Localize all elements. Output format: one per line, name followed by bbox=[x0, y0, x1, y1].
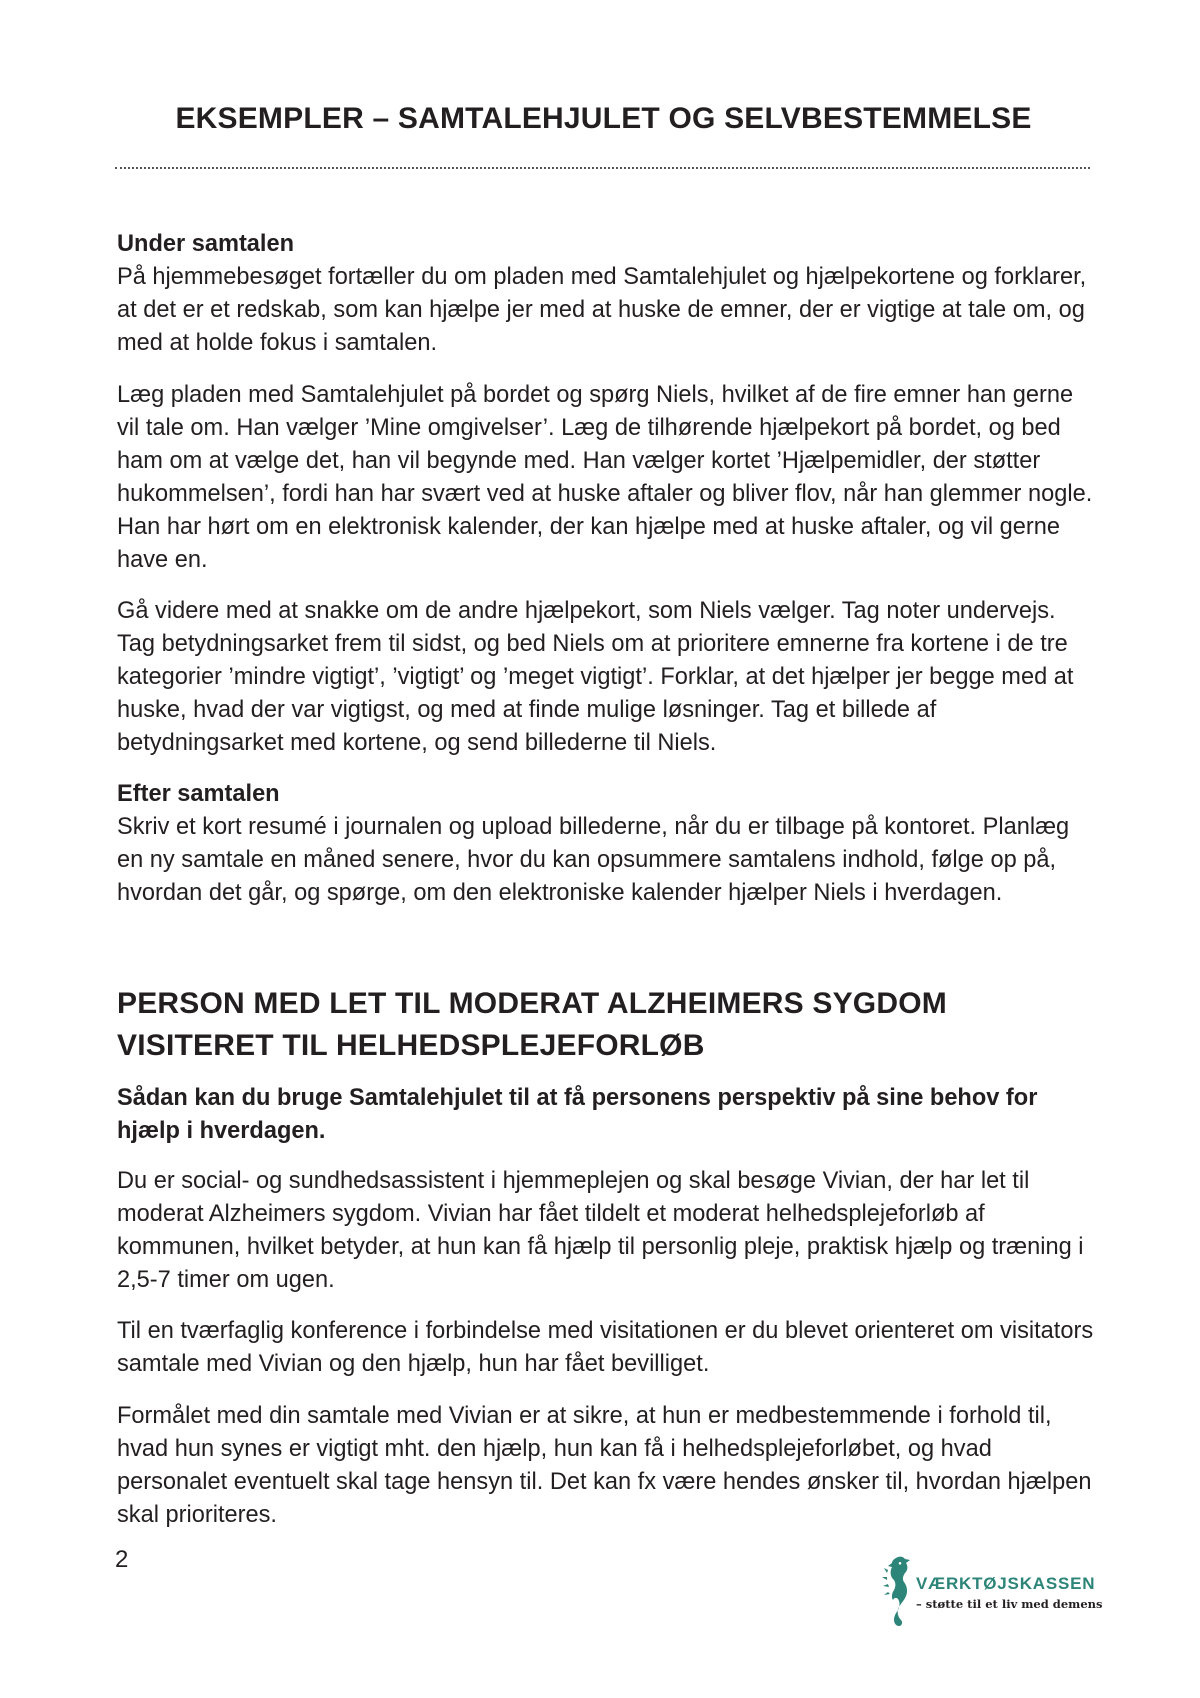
section-p1 bbox=[117, 1165, 1097, 1297]
page-title: EKSEMPLER – SAMTALEHJULET OG SELVBESTEMMELSE bbox=[175, 102, 1032, 135]
lead-paragraph: Sådan kan du bruge Samtalehjulet til at få personens perspektiv på sine behov for hjælp i hverdagen. bbox=[117, 1085, 1038, 1144]
section-heading-line1: PERSON MED LET TIL MODERAT ALZHEIMERS SYGDOM bbox=[117, 987, 947, 1020]
section-efter-samtalen bbox=[117, 778, 1097, 910]
seahorse-icon bbox=[876, 1552, 916, 1632]
title-divider bbox=[115, 167, 1090, 169]
paragraph: Du er social- og sundhedsassistent i hjemmeplejen og skal besøge Vivian, der har let til moderat Alzheimers sygdom. Vivian har fået tildelt et moderat helhedsplejeforløb af kommunen, hvilket betyder, at hun kan få hjælp til personlig pleje, praktisk hjælp og træning i 2,5-7 timer om ugen. bbox=[117, 1168, 1084, 1293]
logo-name: VÆRKTØJSKASSEN bbox=[916, 1574, 1096, 1593]
paragraph: Gå videre med at snakke om de andre hjælpekort, som Niels vælger. Tag noter undervejs. Tag betydningsarket frem til sidst, og bed Niels om at prioritere emnerne fra kortene i de tre kategorier ’mindre vigtigt’, ’vigtigt’ og ’meget vigtigt’. Forklar, at det hjælper jer begge med at huske, hvad der var vigtigst, og med at finde mulige løsninger. Tag et billede af betydningsarket med kortene, og send billederne til Niels. bbox=[117, 598, 1074, 756]
subheading-efter-samtalen: Efter samtalen bbox=[117, 781, 280, 807]
section-heading-line2: VISITERET TIL HELHEDSPLEJEFORLØB bbox=[117, 1029, 705, 1062]
section-heading bbox=[117, 983, 1097, 1067]
paragraph: Skriv et kort resumé i journalen og upload billederne, når du er tilbage på kontoret. Planlæg en ny samtale en måned senere, hvor du kan opsummere samtalens indhold, følge op på, hvordan det går, og spørge, om den elektroniske kalender hjælper Niels i hverdagen. bbox=[117, 814, 1070, 906]
section-under-samtalen-p3 bbox=[117, 595, 1097, 760]
subheading-under-samtalen: Under samtalen bbox=[117, 231, 295, 257]
section-under-samtalen-p2 bbox=[117, 379, 1097, 577]
paragraph: På hjemmebesøget fortæller du om pladen med Samtalehjulet og hjælpekortene og forklarer, at det er et redskab, som kan hjælpe jer med at huske de emner, der er vigtige at tale om, og med at holde fokus i samtalen. bbox=[117, 264, 1087, 356]
paragraph: Formålet med din samtale med Vivian er at sikre, at hun er medbestemmende i forhold til, hvad hun synes er vigtigt mht. den hjælp, hun kan få i helhedsplejeforløbet, og hvad personalet eventuelt skal tage hensyn til. Det kan fx være hendes ønsker til, hvordan hjælpen skal prioriteres. bbox=[117, 1403, 1092, 1528]
paragraph: Til en tværfaglig konference i forbindelse med visitationen er du blevet orienteret om visitators samtale med Vivian og den hjælp, hun har fået bevilliget. bbox=[117, 1318, 1094, 1377]
page-number: 2 bbox=[115, 1546, 129, 1573]
logo bbox=[876, 1552, 1106, 1632]
section-p2 bbox=[117, 1315, 1097, 1381]
section-lead bbox=[117, 1082, 1097, 1148]
section-p3 bbox=[117, 1400, 1097, 1532]
logo-tagline: – støtte til et liv med demens bbox=[916, 1597, 1103, 1611]
section-under-samtalen bbox=[117, 228, 1097, 360]
paragraph: Læg pladen med Samtalehjulet på bordet og spørg Niels, hvilket af de fire emner han gerne vil tale om. Han vælger ’Mine omgivelser’. Læg de tilhørende hjælpekort på bordet, og bed ham om at vælge det, han vil begynde med. Han vælger kortet ’Hjælpemidler, der støtter hukommelsen’, fordi han har svært ved at huske aftaler og bliver flov, når han glemmer nogle. Han har hørt om en elektronisk kalender, der kan hjælpe med at huske aftaler, og vil gerne have en. bbox=[117, 382, 1093, 573]
